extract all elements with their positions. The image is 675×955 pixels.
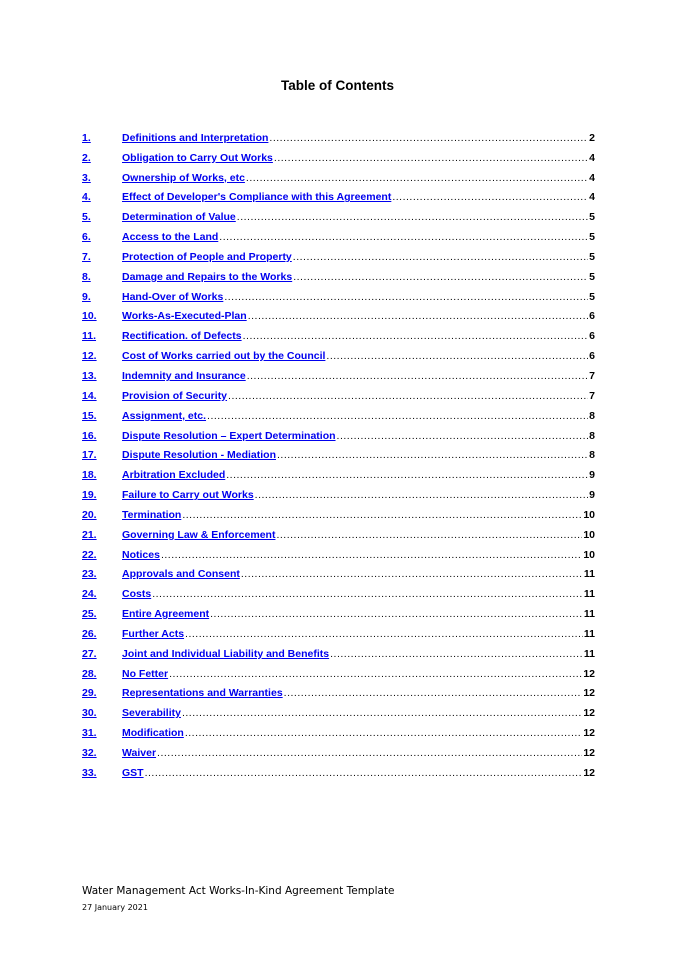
toc-dot-leader [276,529,582,542]
toc-entry-number-link[interactable]: 4. [82,191,91,204]
toc-entry[interactable] [82,304,595,324]
toc-entry[interactable] [82,562,595,582]
toc-entry[interactable] [82,581,595,601]
toc-entry-title-link[interactable]: Obligation to Carry Out Works [122,151,273,164]
toc-dot-leader [274,152,588,165]
toc-dot-leader [185,727,582,740]
toc-entry[interactable] [82,641,595,661]
toc-entry-title-link[interactable]: Effect of Developer's Compliance with this Agreement [122,191,392,204]
toc-dot-leader [152,588,583,601]
toc-entry-page-number: 8 [589,449,595,462]
footer-date: 27 January 2021 [82,903,148,912]
toc-dot-leader [182,509,582,522]
toc-dot-leader [392,191,588,204]
toc-entry[interactable] [82,740,595,760]
toc-entry-title-link[interactable]: Joint and Individual Liability and Benefits [122,647,330,660]
toc-entry[interactable] [82,343,595,363]
toc-dot-leader [277,449,588,462]
toc-entry-page-number: 12 [583,766,595,779]
toc-entry-page-number: 12 [583,747,595,759]
toc-entry-title-link[interactable]: Waiver [122,747,157,759]
toc-entry[interactable] [82,482,595,502]
toc-entry-number-link[interactable]: 3. [82,171,91,184]
toc-entry-page-number: 5 [589,290,595,303]
toc-entry-number-link[interactable]: 6. [82,231,91,244]
toc-entry[interactable] [82,760,595,780]
toc-entry[interactable] [82,284,595,304]
toc-entry-page-number: 11 [583,568,595,581]
toc-entry-title-link[interactable]: Dispute Resolution - Mediation [122,449,276,462]
toc-list [82,125,595,780]
toc-entry-page-number: 12 [583,687,595,700]
toc-dot-leader [241,568,583,581]
toc-entry-number-link[interactable]: 12. [82,350,97,363]
toc-entry-title-link[interactable]: Damage and Repairs to the Works [122,270,293,283]
toc-entry-number-link[interactable]: 20. [82,508,97,521]
toc-dot-leader [219,231,588,244]
toc-entry-page-number: 11 [583,608,595,621]
toc-dot-leader [210,608,583,621]
toc-entry-page-number: 11 [583,627,595,640]
toc-entry[interactable] [82,443,595,463]
toc-entry-number-link[interactable]: 17. [82,449,97,462]
toc-entry-number-link[interactable]: 7. [82,250,91,263]
toc-entry-number-link[interactable]: 28. [82,667,97,680]
toc-entry-number-link[interactable]: 1. [82,131,91,144]
toc-entry-page-number: 2 [589,131,595,144]
toc-dot-leader [226,469,588,482]
toc-entry-title-link[interactable]: Governing Law & Enforcement [122,528,276,541]
toc-entry-title-link[interactable]: Works-As-Executed-Plan [122,310,247,323]
toc-entry[interactable] [82,601,595,621]
toc-entry-page-number: 7 [589,389,595,402]
toc-entry[interactable] [82,264,595,284]
toc-entry-page-number: 5 [589,211,595,224]
toc-entry-number-link[interactable]: 8. [82,270,91,283]
toc-entry-page-number: 12 [583,667,595,680]
toc-entry-number-link[interactable]: 21. [82,528,97,541]
toc-entry-number-link[interactable]: 25. [82,608,97,621]
toc-entry[interactable] [82,681,595,701]
toc-entry-number-link[interactable]: 11. [82,330,97,343]
toc-entry-title-link[interactable]: Costs [122,588,152,601]
toc-entry-title-link[interactable]: Termination [122,508,182,521]
footer-document-title: Water Management Act Works-In-Kind Agreement Template [82,885,395,897]
toc-dot-leader [330,648,583,661]
toc-entry[interactable] [82,323,595,343]
toc-entry-title-link[interactable]: Provision of Security [122,389,228,402]
toc-entry[interactable] [82,720,595,740]
toc-entry[interactable] [82,522,595,542]
toc-entry[interactable] [82,165,595,185]
toc-entry-page-number: 12 [583,707,595,720]
toc-entry-title-link[interactable]: Ownership of Works, etc [122,171,245,184]
toc-dot-leader [293,271,588,284]
toc-entry[interactable] [82,423,595,443]
toc-entry-title-link[interactable]: Determination of Value [122,211,236,224]
toc-entry[interactable] [82,700,595,720]
toc-entry[interactable] [82,661,595,681]
toc-entry-page-number: 11 [583,647,595,660]
toc-entry-number-link[interactable]: 2. [82,151,91,164]
toc-entry-page-number: 5 [589,250,595,263]
toc-entry-page-number: 11 [583,588,595,601]
toc-entry-title-link[interactable]: Access to the Land [122,231,219,244]
toc-entry-page-number: 9 [589,469,595,482]
toc-entry[interactable] [82,244,595,264]
toc-entry[interactable] [82,224,595,244]
toc-title: Table of Contents [281,78,394,93]
toc-dot-leader [145,767,583,780]
toc-entry-number-link[interactable]: 31. [82,727,97,740]
toc-entry-page-number: 7 [589,369,595,382]
toc-entry-title-link[interactable]: No Fetter [122,667,169,680]
toc-entry-number-link[interactable]: 23. [82,568,97,581]
toc-dot-leader [182,707,582,720]
toc-entry-page-number: 8 [589,429,595,442]
toc-entry-page-number: 6 [589,330,595,343]
toc-dot-leader [326,350,588,363]
toc-dot-leader [228,390,588,403]
toc-entry[interactable] [82,363,595,383]
toc-dot-leader [224,291,588,304]
toc-dot-leader [157,747,582,760]
toc-entry-page-number: 5 [589,231,595,244]
toc-dot-leader [207,410,588,423]
toc-entry-number-link[interactable]: 15. [82,409,97,422]
toc-entry-number-link[interactable]: 33. [82,766,97,779]
toc-entry-page-number: 6 [589,350,595,363]
toc-entry-page-number: 4 [589,171,595,184]
toc-entry-title-link[interactable]: Dispute Resolution – Expert Determination [122,429,336,442]
toc-entry-title-link[interactable]: Hand-Over of Works [122,290,224,303]
toc-dot-leader [169,668,582,681]
toc-entry-number-link[interactable]: 22. [82,548,97,561]
toc-dot-leader [161,549,582,562]
toc-entry-title-link[interactable]: Notices [122,548,160,561]
toc-entry-title-link[interactable]: Protection of People and Property [122,250,292,263]
toc-entry-number-link[interactable]: 19. [82,489,97,502]
toc-entry-page-number: 9 [589,489,595,502]
toc-entry-number-link[interactable]: 32. [82,747,97,759]
toc-entry-title-link[interactable]: Assignment, etc. [122,409,207,422]
toc-dot-leader [247,370,588,383]
toc-entry-title-link[interactable]: Entire Agreement [122,608,210,621]
toc-entry[interactable] [82,125,595,145]
toc-entry[interactable] [82,502,595,522]
toc-entry-number-link[interactable]: 9. [82,290,91,303]
toc-entry[interactable] [82,403,595,423]
toc-entry-title-link[interactable]: Arbitration Excluded [122,469,226,482]
toc-entry-title-link[interactable]: Severability [122,707,181,720]
toc-dot-leader [293,251,588,264]
toc-dot-leader [269,132,588,145]
toc-entry-page-number: 8 [589,409,595,422]
toc-entry-page-number: 12 [583,727,595,740]
toc-entry-title-link[interactable]: Rectification. of Defects [122,330,242,343]
toc-dot-leader [337,430,589,443]
toc-dot-leader [237,211,588,224]
toc-entry-page-number: 10 [583,508,595,521]
toc-entry-number-link[interactable]: 10. [82,310,97,323]
toc-entry-title-link[interactable]: GST [122,766,144,779]
toc-dot-leader [248,310,588,323]
toc-dot-leader [255,489,588,502]
toc-entry-number-link[interactable]: 5. [82,211,91,224]
toc-entry-number-link[interactable]: 29. [82,687,97,700]
toc-entry-number-link[interactable]: 14. [82,389,97,402]
toc-dot-leader [185,628,583,641]
toc-entry-page-number: 5 [589,270,595,283]
toc-entry-number-link[interactable]: 30. [82,707,97,720]
toc-entry-page-number: 10 [583,548,595,561]
toc-dot-leader [284,687,583,700]
toc-entry-number-link[interactable]: 24. [82,588,97,601]
toc-entry-number-link[interactable]: 18. [82,469,97,482]
toc-entry-page-number: 4 [589,151,595,164]
toc-entry-number-link[interactable]: 16. [82,429,97,442]
toc-entry-title-link[interactable]: Definitions and Interpretation [122,131,269,144]
toc-dot-leader [243,330,589,343]
toc-entry[interactable] [82,185,595,205]
toc-entry-page-number: 4 [589,191,595,204]
toc-entry-number-link[interactable]: 13. [82,369,97,382]
toc-entry[interactable] [82,462,595,482]
toc-entry[interactable] [82,383,595,403]
toc-entry-title-link[interactable]: Indemnity and Insurance [122,369,246,382]
toc-entry-title-link[interactable]: Approvals and Consent [122,568,240,581]
toc-entry-title-link[interactable]: Failure to Carry out Works [122,489,254,502]
toc-entry[interactable] [82,621,595,641]
toc-entry-title-link[interactable]: Cost of Works carried out by the Council [122,350,326,363]
toc-entry-number-link[interactable]: 26. [82,627,97,640]
toc-entry-page-number: 6 [589,310,595,323]
toc-entry-title-link[interactable]: Modification [122,727,184,740]
toc-entry[interactable] [82,542,595,562]
toc-entry-number-link[interactable]: 27. [82,647,97,660]
toc-dot-leader [246,172,588,185]
toc-entry-title-link[interactable]: Representations and Warranties [122,687,283,700]
toc-entry[interactable] [82,145,595,165]
toc-entry[interactable] [82,204,595,224]
toc-entry-page-number: 10 [583,528,595,541]
toc-entry-title-link[interactable]: Further Acts [122,627,185,640]
